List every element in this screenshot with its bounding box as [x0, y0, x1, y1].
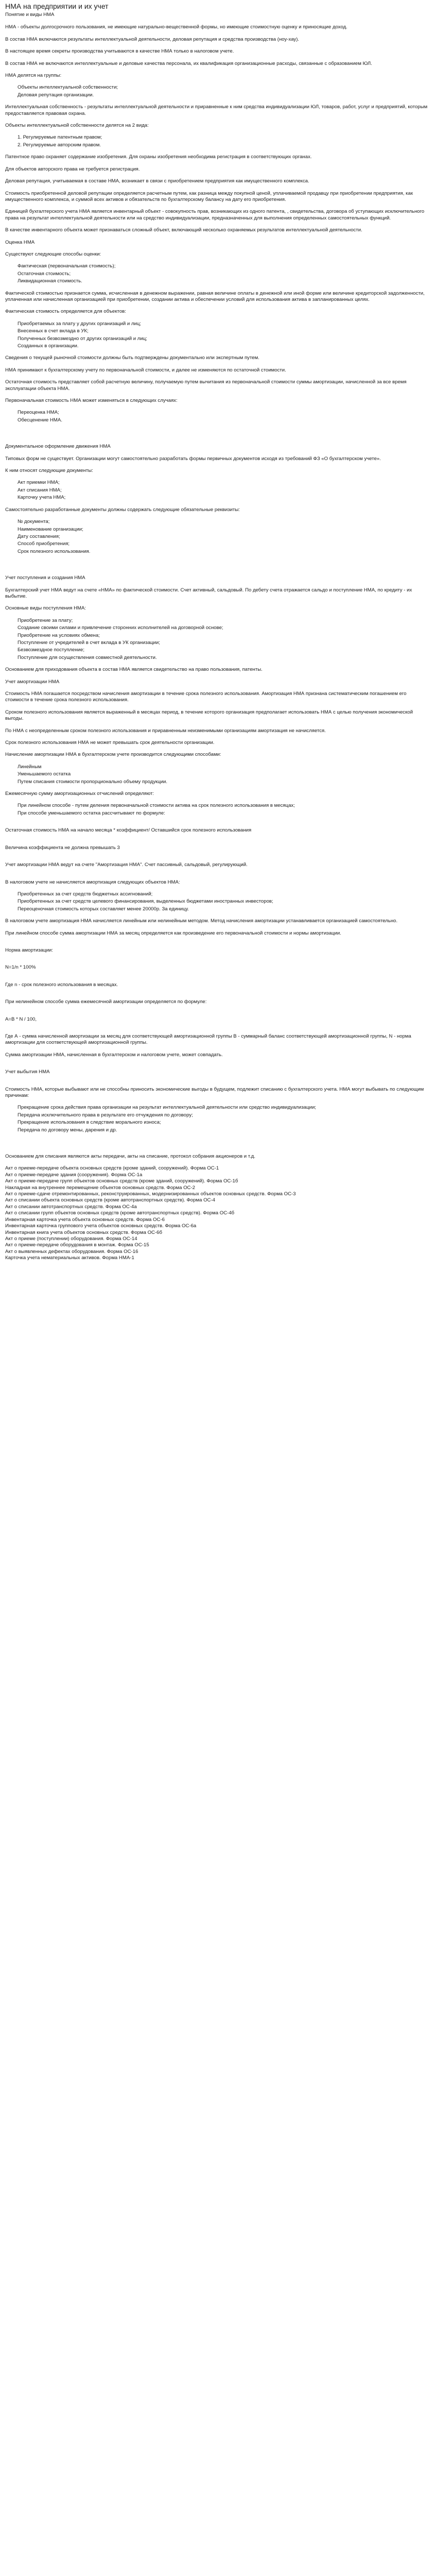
- form-entry: Акт о списании групп объектов основных средств (кроме автотранспортных средств). Форма ОС-4б: [5, 1210, 235, 1216]
- list-item: Поступление от учредителей в счет вклада в УК организации;: [18, 639, 160, 646]
- spacer: [5, 1139, 431, 1154]
- page-subtitle: Понятие и виды НМА: [5, 12, 55, 18]
- list-item: При способе уменьшаемого остатка рассчитывают по формуле:: [18, 810, 165, 816]
- list-item: Срок полезного использования.: [18, 548, 91, 554]
- paragraph: Учет амортизации НМА ведут на счете "Амортизация НМА". Счет пассивный, сальдовый, регулирующий.: [5, 862, 248, 868]
- paragraph: В качестве инвентарного объекта может признаваться сложный объект, включающий несколько охраняемых результатов интеллектуальной деятельности.: [5, 227, 362, 233]
- paragraph: Стоимость приобретенной деловой репутации определяется расчетным путем, как разница между покупной ценой, уплачиваемой продавцу при приобретении предприятия, как имущественного комплекса, и суммой всех активов и обязательств по бухгалтерскому балансу на дату его приобретения.: [5, 190, 413, 202]
- spacer: [5, 959, 431, 964]
- paragraph: Для объектов авторского права не требуется регистрация.: [5, 166, 140, 172]
- bullet-list: [5, 764, 431, 785]
- paragraph: При нелинейном способе сумма ежемесячной амортизации определяется по формуле:: [5, 999, 207, 1005]
- form-entry: Инвентарная книга учета объектов основных средств. Форма ОС-6б: [5, 1229, 163, 1235]
- paragraph: A=B * N / 100,: [5, 1016, 37, 1022]
- bullet-list: [5, 134, 431, 148]
- paragraph: Интеллектуальная собственность - результаты интеллектуальной деятельности и приравненные к ним средства индивидуализации ЮЛ, товаров, работ, услуг и предприятий, которым предоставляется правовая охрана.: [5, 104, 428, 116]
- document-body: [5, 24, 431, 1261]
- spacer: [5, 840, 431, 845]
- paragraph: Бухгалтерский учет НМА ведут на счете «НМА» по фактической стоимости. Счет активный, сальдовый. По дебету счета отражается сальдо и поступление НМА, по кредиту - их выбытие.: [5, 587, 412, 599]
- spacer: [5, 822, 431, 827]
- paragraph: Первоначальная стоимость НМА может изменяться в следующих случаях:: [5, 398, 178, 404]
- paragraph: Типовых форм не существует. Организации могут самостоятельно разработать формы первичных документов исходя из требований ФЗ «О бухгалтерском учете».: [5, 455, 381, 462]
- list-item: Приобретаемых за плату у других организаций и лиц;: [18, 320, 142, 327]
- list-item: Приобретение на условиях обмена;: [18, 632, 100, 638]
- spacer: [5, 1028, 431, 1033]
- list-item: Переоценка НМА;: [18, 410, 59, 416]
- page-title: НМА на предприятии и их учет: [5, 2, 109, 10]
- form-entry: Акт о выявленных дефектах оборудования. Форма ОС-16: [5, 1248, 138, 1255]
- form-entry: Акт о приеме (поступлении) оборудования. Форма ОС-14: [5, 1235, 137, 1242]
- paragraph: Учет поступления и создания НМА: [5, 575, 85, 581]
- paragraph: Стоимость НМА, которые выбывают или не способны приносить экономические выгоды в будущем, подлежит списанию с бухгалтерского учета. НМА могут выбывать по следующим причинам:: [5, 1086, 424, 1098]
- bullet-list: [5, 84, 431, 98]
- spacer: [5, 857, 431, 862]
- list-item: Полученных безвозмездно от других организаций и лиц;: [18, 335, 147, 342]
- bullet-list: [5, 480, 431, 501]
- list-item: Переоценочная стоимость которых составляет менее 20000р. За единицу.: [18, 906, 189, 912]
- list-item: При линейном способе - путем деления первоначальной стоимости актива на срок полезного использования в месяцах;: [18, 803, 295, 809]
- paragraph: В налоговом учете амортизация НМА начисляется линейным или нелинейным методом. Метод начисления амортизации устанавливается организацией самостоятельно.: [5, 918, 398, 924]
- bullet-list: [5, 410, 431, 423]
- list-item: 2. Регулируемые авторским правом.: [18, 142, 101, 148]
- list-item: Наименование организации;: [18, 526, 83, 532]
- paragraph: В состав НМА не включаются интеллектуальные и деловые качества персонала, их квалификация организационные расходы, связанные с образованием ЮЛ.: [5, 60, 372, 66]
- paragraph: Основные виды поступления НМА:: [5, 605, 86, 612]
- list-item: Дату составления;: [18, 533, 60, 539]
- paragraph: По НМА с неопределенным сроком полезного использования и приравненным неизменимыми организациям амортизация не начисляется.: [5, 727, 326, 734]
- list-item: Акт списания НМА;: [18, 487, 62, 493]
- list-item: Передача по договору мены, дарения и др.: [18, 1127, 117, 1133]
- form-entry: Акт о приеме-передаче здания (сооружения). Форма ОС-1а: [5, 1172, 143, 1178]
- form-entry: Накладная на внутреннее перемещение объектов основных средств. Форма ОС-2: [5, 1184, 196, 1191]
- paragraph: Сумма амортизации НМА, начисленная в бухгалтерском и налоговом учете, может совпадать.: [5, 1052, 223, 1058]
- form-entry: Инвентарная карточка группового учета объектов основных средств. Форма ОС-6а: [5, 1223, 197, 1229]
- list-item: Уменьшаемого остатка: [18, 771, 71, 777]
- paragraph: Учет выбытия НМА: [5, 1069, 50, 1075]
- paragraph: Где n - срок полезного использования в месяцах.: [5, 981, 118, 988]
- list-item: Прекращение использования в следствие морального износа;: [18, 1120, 161, 1126]
- form-entry: Акт о приеме-передаче групп объектов основных средств (кроме зданий, сооружений). Форма ОС-1б: [5, 1178, 238, 1184]
- list-item: Обесценение НМА.: [18, 417, 62, 423]
- bullet-list: [5, 1105, 431, 1133]
- list-item: Фактическая (первоначальная стоимость);: [18, 263, 116, 269]
- paragraph: НМА - объекты долгосрочного пользования, не имеющие натурально-вещественной формы, но имеющие стоимостную оценку и приносящие доход.: [5, 24, 347, 30]
- paragraph: В состав НМА включаются результаты интеллектуальной деятельности, деловая репутация и средства производства (ноу-хау).: [5, 36, 300, 42]
- paragraph: Основанием для списания являются акты передачи, акты на списание, протокол собрания акционеров и т.д.: [5, 1154, 255, 1160]
- paragraph: Стоимость НМА погашается посредством начисления амортизации в течение срока полезного использования. Амортизация НМА признана систематическим погашением его стоимости в течение срока полезного использования.: [5, 691, 407, 703]
- paragraph: Фактической стоимостью признается сумма, исчисленная в денежном выражении, равная величине оплаты в денежной или иной форме или величине кредиторской задолженности, уплаченная или начисленная организацией при приобретении, создании актива и обеспечении условий для использования актива в запланированных целях.: [5, 290, 425, 302]
- paragraph: Сведения о текущей рыночной стоимости должны быть подтверждены документально или экспертным путем.: [5, 355, 259, 361]
- paragraph: Патентное право охраняет содержание изобретения. Для охраны изобретения необходима регистрация в соответствующих органах.: [5, 154, 312, 160]
- paragraph: В настоящее время секреты производства учитываются в качестве НМА только в налоговом учете.: [5, 48, 234, 55]
- form-entry: Акт о списании объекта основных средств (кроме автотранспортных средств). Форма ОС-4: [5, 1197, 216, 1204]
- form-entry: Карточка учета нематериальных активов. Форма НМА-1: [5, 1255, 134, 1261]
- spacer: [5, 942, 431, 947]
- document-page: [0, 0, 436, 1262]
- list-item: 1. Регулируемые патентным правом;: [18, 134, 102, 141]
- paragraph: Остаточная стоимость представляет собой расчетную величину, получаемую путем вычитания из первоначальной стоимости суммы амортизации, начисленной за все время эксплуатации объекта НМА.: [5, 379, 407, 392]
- paragraph: Деловая репутация, учитываемая в составе НМА, возникает в связи с приобретением предприятия как имущественного комплекса.: [5, 178, 309, 184]
- paragraph: Остаточная стоимость НМА на начало месяца * коэффициент/ Оставшийся срок полезного использования: [5, 827, 252, 834]
- list-item: № документа;: [18, 519, 50, 525]
- paragraph: НМА делятся на группы:: [5, 73, 62, 79]
- paragraph: Ежемесячную сумму амортизационных отчислений определяют:: [5, 791, 154, 797]
- form-entry: Акт о приеме-передаче оборудования в монтаж. Форма ОС-15: [5, 1242, 149, 1248]
- list-item: Передача исключительного права в результате его отчуждения по договору;: [18, 1112, 193, 1118]
- paragraph: Объекты интеллектуальной собственности делятся на 2 вида:: [5, 123, 149, 129]
- list-item: Созданных в организации.: [18, 343, 79, 349]
- list-item: Акт приемки НМА;: [18, 480, 60, 486]
- bullet-list: [5, 891, 431, 912]
- paragraph: При линейном способе сумма амортизации НМА за месяц определяется как произведение его первоначальной стоимости и нормы амортизации.: [5, 930, 341, 936]
- paragraph: К ним относят следующие документы:: [5, 468, 93, 474]
- paragraph: Существуют следующие способы оценки:: [5, 251, 101, 257]
- list-item: Создание своими силами и привлечение сторонних исполнителей на договорной основе;: [18, 625, 223, 631]
- paragraph: Сроком полезного использования является выраженный в месяцах период, в течение которого организация предполагает использовать НМА с целью получения экономической выгоды.: [5, 709, 413, 722]
- spacer: [5, 977, 431, 982]
- spacer: [5, 561, 431, 575]
- list-item: Остаточная стоимость;: [18, 270, 71, 277]
- list-item: Приобретение за плату;: [18, 617, 73, 623]
- spacer: [5, 874, 431, 879]
- form-entry: Акт о приеме-передаче объекта основных средств (кроме зданий, сооружений). Форма ОС-1: [5, 1165, 219, 1172]
- bullet-list: [5, 519, 431, 555]
- paragraph: Где А - сумма начисленной амортизации за месяц для соответствующей амортизационной группы В - суммарный баланс соответствующей амортизационной группы, N - норма амортизации для соответствующей амортизационной группы.: [5, 1033, 411, 1046]
- paragraph: Документальное оформление движения НМА: [5, 444, 111, 450]
- paragraph: N=1/n * 100%: [5, 964, 36, 971]
- list-item: Способ приобретения;: [18, 541, 70, 547]
- paragraph: В налоговом учете не начисляется амортизация следующих объектов НМА:: [5, 879, 180, 885]
- paragraph: Фактическая стоимость определяется для объектов:: [5, 309, 126, 315]
- list-item: Прекращение срока действия права организации на результат интеллектуальной деятельности или средство индивидуализации;: [18, 1105, 316, 1111]
- spacer: [5, 1081, 431, 1087]
- paragraph: Единицей бухгалтерского учета НМА является инвентарный объект - совокупность прав, возникающих из одного патента, , свидетельства, договора об уступающих исключительного права на результат интеллектуальной деятельности или на средство индивидуализации, предназначенных для выполнения определенных самостоятельных функций.: [5, 209, 425, 221]
- paragraph: НМА принимают к бухгалтерскому учету по первоначальной стоимости, и далее не изменяются по остаточной стоимости.: [5, 367, 286, 373]
- form-entry: Инвентарная карточка учета объекта основных средств. Форма ОС-6: [5, 1216, 165, 1223]
- list-item: Линейным: [18, 764, 42, 770]
- paragraph: Срок полезного использования НМА не может превышать срок деятельности организации.: [5, 740, 215, 746]
- list-item: Поступление для осуществления совместной деятельности.: [18, 654, 157, 660]
- bullet-list: [5, 263, 431, 284]
- paragraph: Самостоятельно разработанные документы должны содержать следующие обязательные реквизиты:: [5, 506, 240, 513]
- spacer: [5, 1064, 431, 1069]
- list-item: Внесенных в счет вклада в УК;: [18, 328, 89, 334]
- bullet-list: [5, 321, 431, 350]
- list-item: Приобретенных за счет средств бюджетных ассигнований;: [18, 891, 153, 897]
- paragraph: Оценка НМА: [5, 239, 35, 245]
- list-item: Деловая репутация организации.: [18, 92, 94, 98]
- bullet-list: [5, 618, 431, 661]
- spacer: [5, 429, 431, 444]
- paragraph: Основанием для приходования объекта в состав НМА является свидетельство на право пользования, патенты.: [5, 667, 263, 673]
- paragraph: Величина коэффициента не должна превышать 3: [5, 844, 120, 851]
- list-item: Карточку учета НМА;: [18, 495, 66, 501]
- forms-list: [5, 1165, 431, 1261]
- list-item: Безвозмездное поступление;: [18, 647, 84, 653]
- list-item: Путем списания стоимости пропорционально объему продукции.: [18, 778, 168, 785]
- bullet-list: [5, 803, 431, 817]
- form-entry: Акт о приеме-сдаче отремонтированных, реконструированных, модернизированных объектов основных средств. Форма ОС-3: [5, 1191, 296, 1197]
- paragraph: Начисление амортизации НМА в бухгалтерском учете производится следующими способами:: [5, 752, 221, 758]
- spacer: [5, 1011, 431, 1016]
- paragraph: Учет амортизации НМА: [5, 679, 60, 685]
- spacer: [5, 994, 431, 999]
- paragraph: Норма амортизации:: [5, 947, 53, 953]
- list-item: Приобретенных за счет средств целевого финансирования, выделенных бюджетами иностранных инвесторов;: [18, 899, 273, 905]
- list-item: Объекты интеллектуальной собственности;: [18, 84, 118, 91]
- form-entry: Акт о списании автотранспортных средств. Форма ОС-4а: [5, 1204, 137, 1210]
- list-item: Ликвидационная стоимость.: [18, 278, 82, 284]
